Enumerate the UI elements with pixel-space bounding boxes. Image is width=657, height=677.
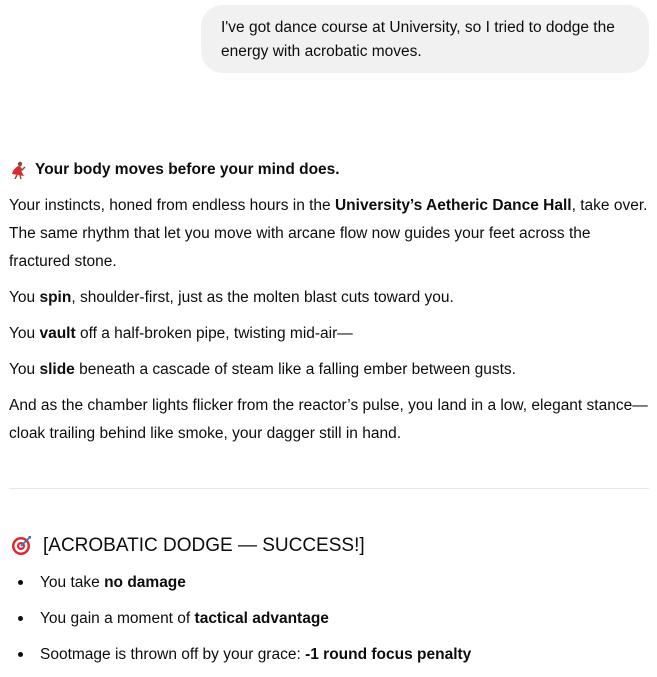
list-item bbox=[9, 605, 649, 633]
paragraph-4-bold: slide bbox=[39, 361, 75, 378]
paragraph-5-text: And as the chamber lights flicker from the reactor’s pulse, you land in a low, elegant stance—cloak trailing behind like smoke, your dagger still in hand. bbox=[9, 397, 648, 442]
user-message-bubble bbox=[201, 5, 649, 73]
list-item-bold: tactical advantage bbox=[194, 610, 329, 627]
result-list bbox=[9, 569, 649, 677]
heading-text: Your body moves before your mind does. bbox=[35, 161, 340, 178]
paragraph-3-text-c: off a half-broken pipe, twisting mid-air— bbox=[75, 325, 353, 342]
paragraph-1 bbox=[9, 192, 651, 276]
paragraph-4 bbox=[9, 356, 651, 384]
paragraph-4-text-a: You bbox=[9, 361, 40, 378]
result-heading bbox=[9, 532, 365, 560]
paragraph-3 bbox=[9, 320, 651, 348]
paragraph-2 bbox=[9, 284, 651, 312]
target-icon bbox=[9, 534, 33, 558]
paragraph-2-text-c: , shoulder-first, just as the molten blast cuts toward you. bbox=[71, 289, 454, 306]
paragraph-3-bold: vault bbox=[39, 325, 76, 342]
dancer-icon bbox=[9, 161, 27, 179]
list-item-text: Sootmage is thrown off by your grace: bbox=[40, 646, 306, 663]
paragraph-1-text-c: , take over. The same rhythm that let you move with arcane flow now guides your feet across the fractured stone. bbox=[9, 197, 648, 270]
list-item-text: You gain a moment of bbox=[40, 610, 195, 627]
section-divider bbox=[9, 488, 649, 489]
result-title: [ACROBATIC DODGE — SUCCESS!] bbox=[43, 535, 365, 556]
paragraph-2-bold: spin bbox=[39, 289, 72, 306]
paragraph-3-text-a: You bbox=[9, 325, 40, 342]
paragraph-5 bbox=[9, 392, 651, 448]
response-heading bbox=[9, 156, 651, 184]
paragraph-1-text-a: Your instincts, honed from endless hours in the bbox=[9, 197, 335, 214]
bullet-dot bbox=[18, 616, 23, 621]
paragraph-4-text-c: beneath a cascade of steam like a falling ember between gusts. bbox=[74, 361, 516, 378]
assistant-message bbox=[9, 156, 651, 448]
list-item bbox=[9, 641, 649, 669]
user-message-text: I've got dance course at University, so I tried to dodge the energy with acrobatic moves. bbox=[221, 19, 615, 60]
list-item-bold: no damage bbox=[104, 574, 186, 591]
list-item-bold: -1 round focus penalty bbox=[305, 646, 472, 663]
list-item bbox=[9, 569, 649, 597]
list-item-text: You take bbox=[40, 574, 105, 591]
bullet-dot bbox=[18, 580, 23, 585]
paragraph-2-text-a: You bbox=[9, 289, 40, 306]
paragraph-1-bold: University’s Aetheric Dance Hall bbox=[334, 197, 572, 214]
bullet-dot bbox=[18, 652, 23, 657]
